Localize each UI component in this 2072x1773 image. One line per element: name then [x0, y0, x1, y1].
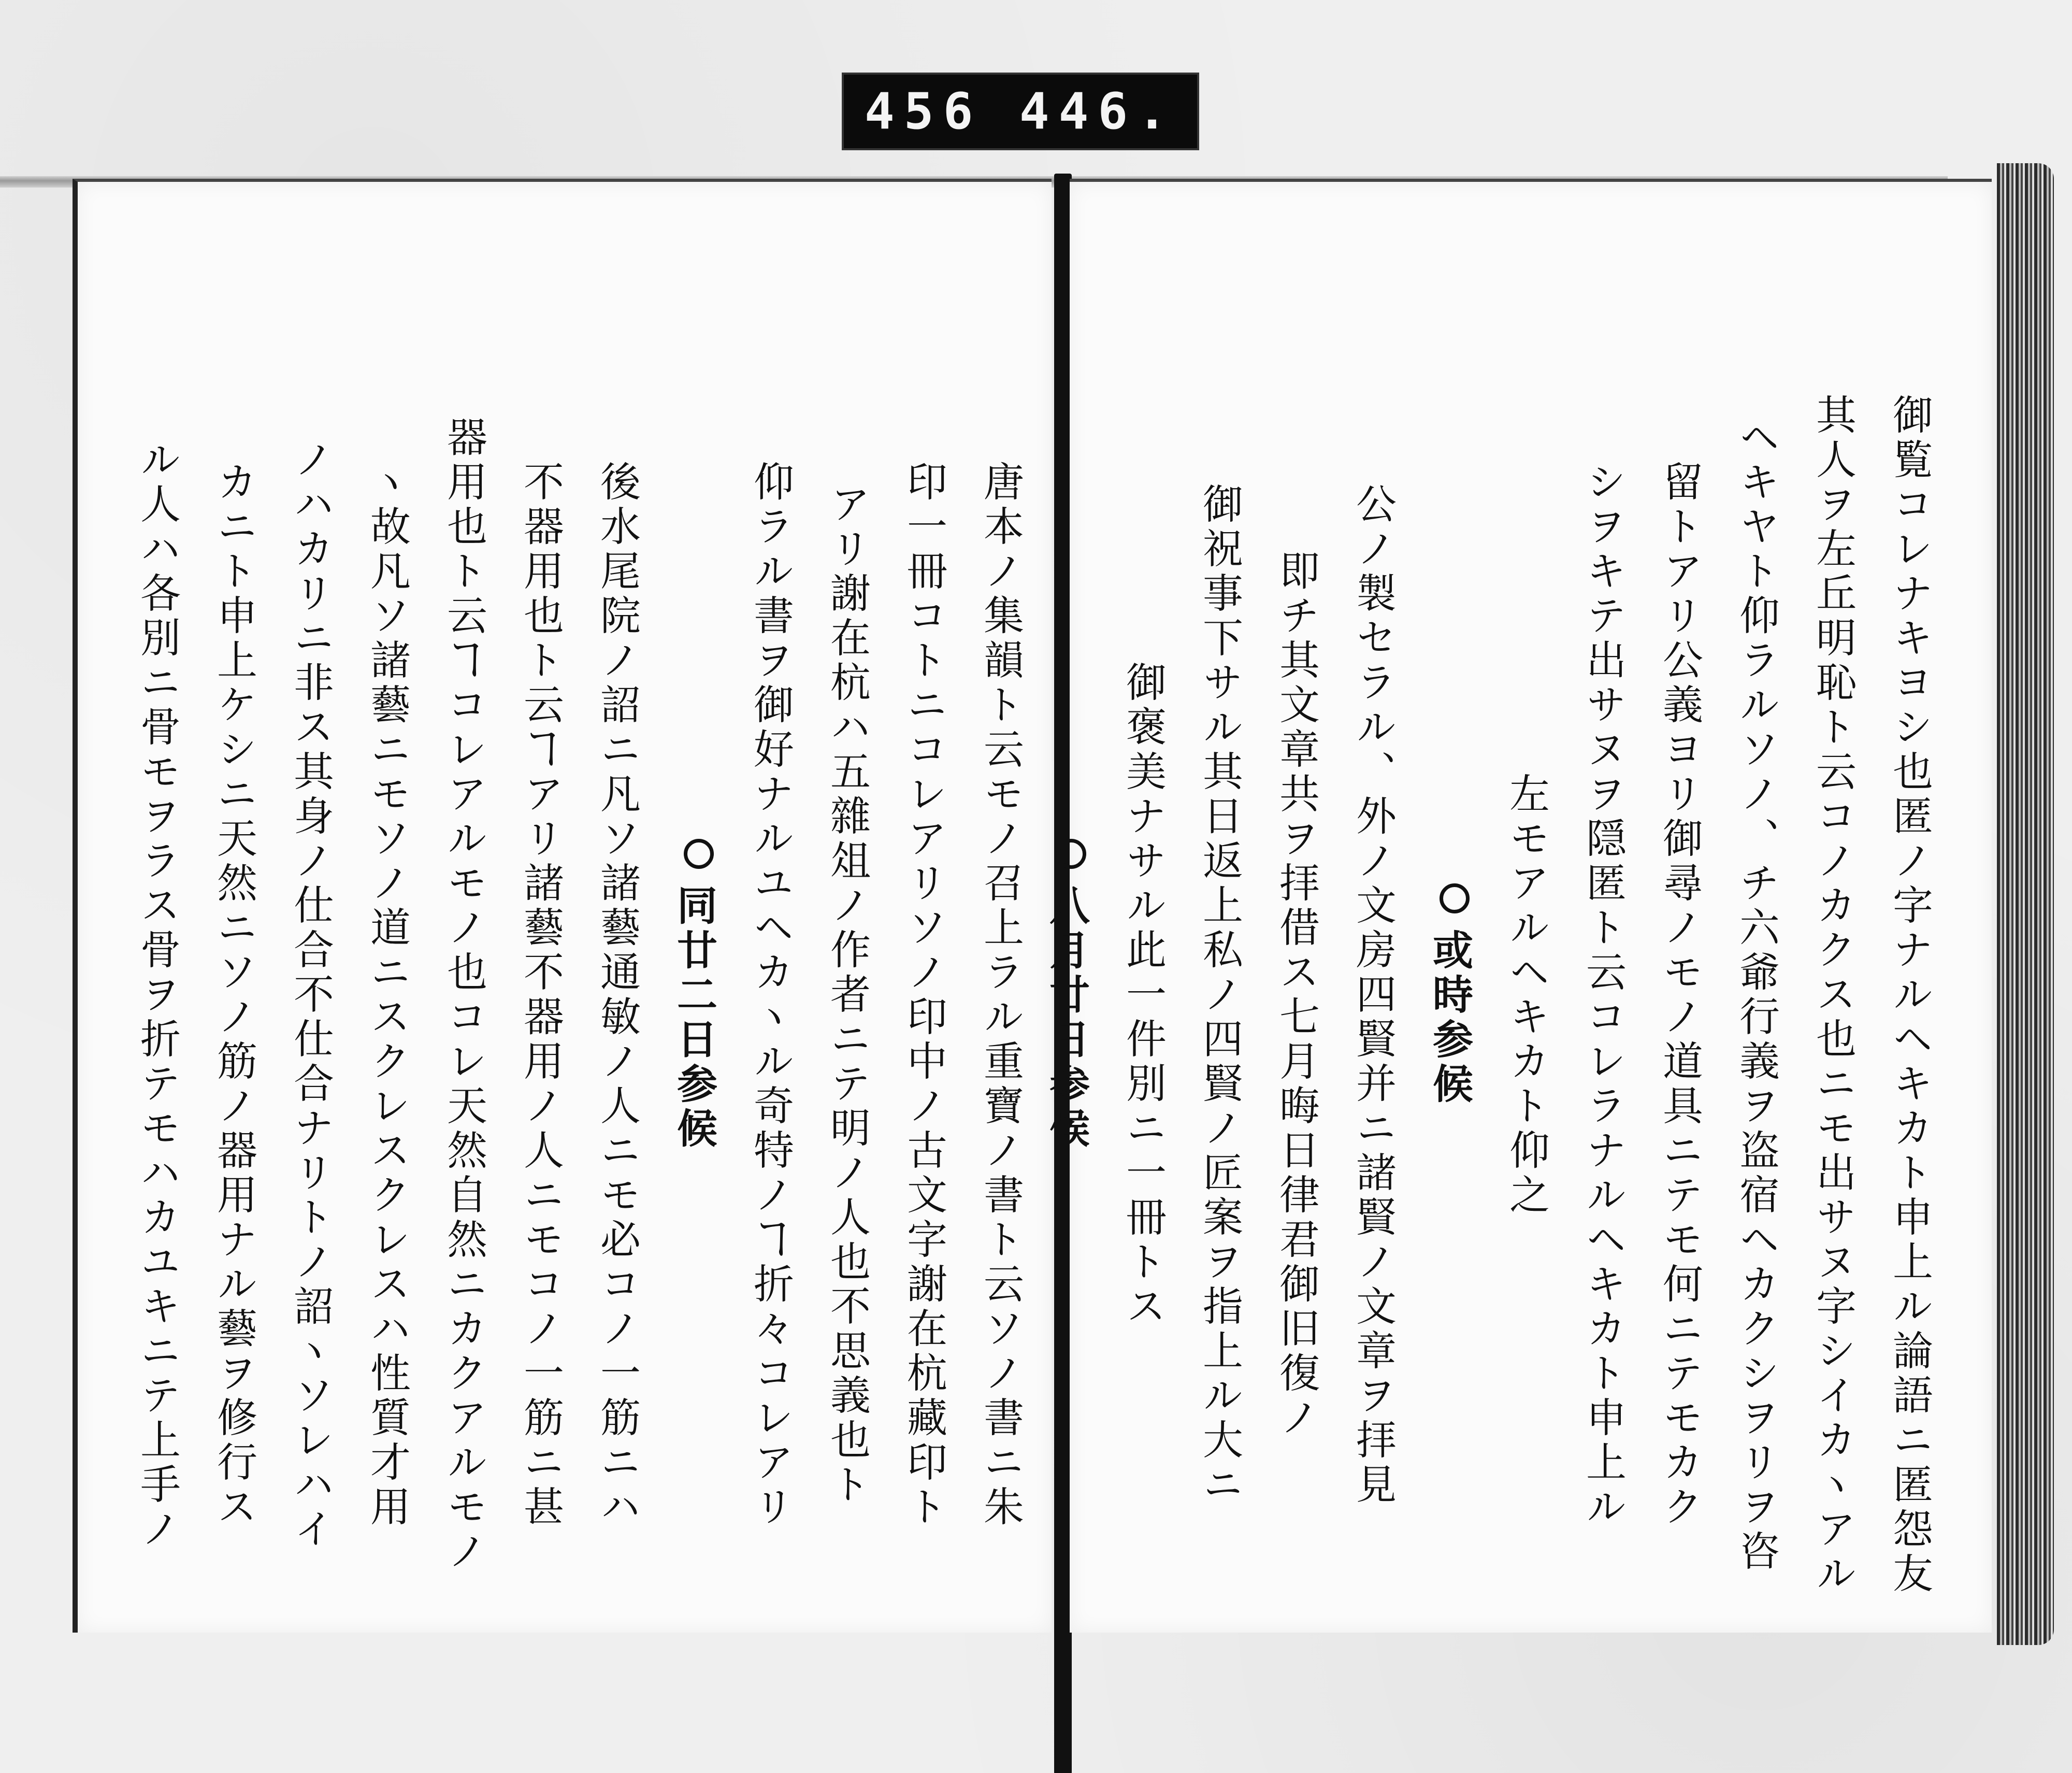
left-heading-text: 同廿二日参候	[670, 884, 717, 1152]
left-column-4: 仰ラル書ヲ御好ナルユヘカヽル奇特ノヿ折々コレアリ	[747, 461, 794, 1530]
right-column-9: 即チ其文章共ヲ拝借ス七月晦日律君御旧復ノ	[1273, 550, 1319, 1441]
label-left-number: 456	[865, 82, 983, 140]
left-page	[73, 179, 1052, 1633]
right-column-10: 御祝事下サル其日返上私ノ四賢ノ匠案ヲ指上ル大ニ	[1196, 483, 1243, 1508]
right-heading-column-1	[1393, 405, 1473, 1586]
right-page	[1043, 179, 1992, 1633]
right-column-11: 御褒美ナサル此一件別ニ一冊トス	[1119, 661, 1166, 1329]
right-column-4: 留トアリ公義ヨリ御尋ノモノ道具ニテモ何ニテモカク	[1656, 461, 1703, 1530]
right-page-columns	[1010, 394, 1933, 1597]
right-heading-text-2: 八月廿日参候	[1043, 884, 1090, 1152]
right-column-2: 其人ヲ左丘明恥ト云コノカクス也ニモ出サヌ字シイカヽアル	[1809, 394, 1856, 1597]
left-column-8: 器用也ト云ヿコレアルモノ也コレ天然自然ニカクアルモノ	[440, 416, 487, 1575]
open-book	[57, 179, 1984, 1773]
left-column-12: ル人ハ各別ニ骨モヲラス骨ヲ折テモハカユキニテ上手ノ	[134, 438, 180, 1552]
right-heading-column-2	[1010, 405, 1090, 1586]
label-right-number: 446.	[1019, 82, 1176, 140]
right-column-3: ヘキヤト仰ラルソノ、チ六爺行義ヲ盗宿ヘカクシヲリヲ咨	[1733, 416, 1779, 1575]
left-column-11: カニト申上ケシニ天然ニソノ筋ノ器用ナル藝ヲ修行ス	[210, 461, 257, 1530]
right-column-8: 公ノ製セラル、外ノ文房四賢并ニ諸賢ノ文章ヲ拝見	[1349, 483, 1396, 1508]
book-fore-edge	[1997, 163, 2054, 1645]
left-column-9: ヽ故凡ソ諸藝ニモソノ道ニスクレスクレスハ性質才用	[364, 461, 410, 1530]
left-column-10: ノハカリニ非ス其身ノ仕合不仕合ナリトノ詔ヽソレハイ	[287, 438, 334, 1552]
left-column-3: アリ謝在杭ハ五雜俎ノ作者ニテ明ノ人也不思義也ト	[824, 483, 870, 1508]
left-column-2: 印一冊コトニコレアリソノ印中ノ古文字謝在杭藏印ト	[900, 461, 947, 1530]
right-column-5: シヲキテ出サヌヲ隠匿ト云コレラナルヘキカト申上ル	[1579, 461, 1626, 1530]
left-page-columns	[100, 405, 1024, 1586]
right-column-6: 左モアルヘキカト仰之	[1503, 773, 1549, 1218]
right-heading-text-1: 或時参候	[1426, 929, 1473, 1107]
left-column-7: 不器用也ト云ヿアリ諸藝不器用ノ人ニモコノ一筋ニ甚	[517, 461, 564, 1530]
entry-circle-icon	[684, 839, 714, 869]
left-heading-column	[637, 405, 717, 1586]
page-number-label	[842, 73, 1199, 150]
entry-circle-icon	[1056, 839, 1086, 869]
right-column-1: 御覧コレナキヨシ也匿ノ字ナルヘキカト申上ル論語ニ匿怨友	[1886, 394, 1933, 1597]
entry-circle-icon	[1440, 883, 1470, 913]
left-column-6: 後水尾院ノ詔ニ凡ソ諸藝通敏ノ人ニモ必コノ一筋ニハ	[594, 461, 640, 1530]
left-column-1: 唐本ノ集韻ト云モノ召上ラル重寶ノ書ト云ソノ書ニ朱	[977, 461, 1024, 1530]
